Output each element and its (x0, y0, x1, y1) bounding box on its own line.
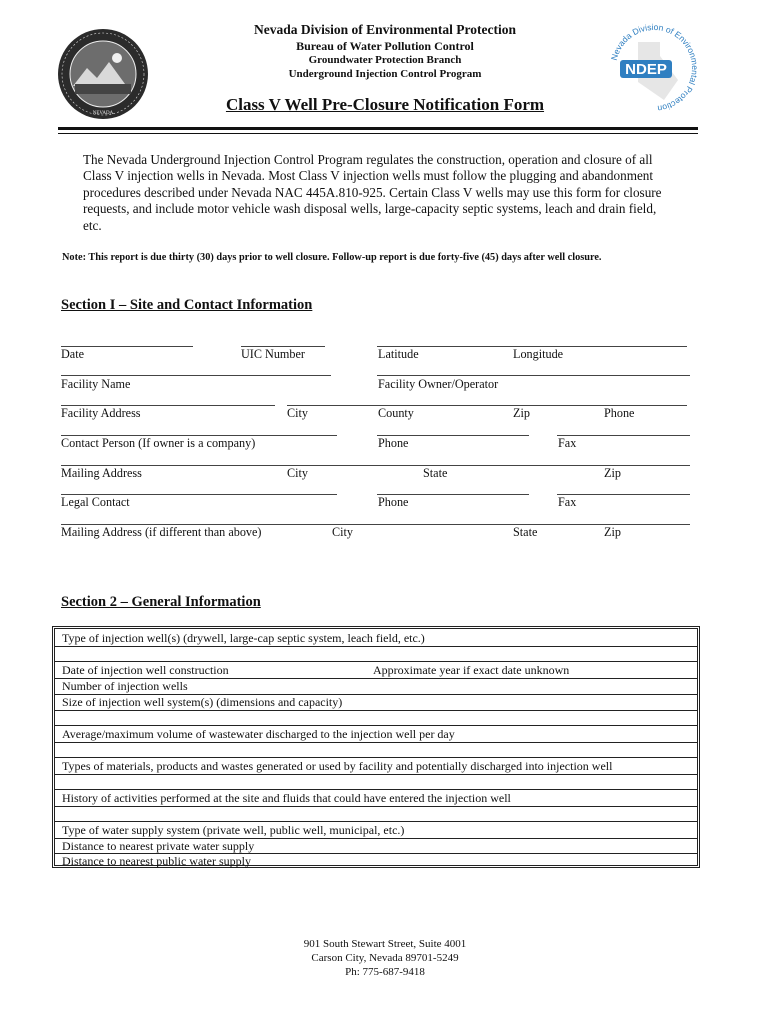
mailing-address-label: Mailing Address (61, 466, 142, 480)
footer-address: 901 South Stewart Street, Suite 4001 (303, 938, 467, 950)
facility-owner-input[interactable] (377, 375, 690, 376)
facility-name-label: Facility Name (61, 377, 131, 391)
county-label: County (378, 406, 414, 420)
table-row (55, 725, 697, 726)
latitude-label: Latitude (378, 347, 419, 361)
contact-phone-label: Phone (378, 436, 409, 450)
table-row (55, 789, 697, 790)
dist-private-label: Distance to nearest private water supply (62, 839, 255, 853)
legal-fax-input[interactable] (557, 494, 690, 495)
table-row[interactable] (55, 742, 697, 743)
city-label: City (287, 406, 308, 420)
mailing-address-input[interactable] (61, 465, 690, 466)
materials-label: Types of materials, products and wastes generated or used by facility and potentially discharged into injection well (62, 759, 613, 773)
branch-name: Groundwater Protection Branch (308, 54, 462, 66)
table-row[interactable] (55, 774, 697, 775)
uic-number-label: UIC Number (241, 347, 305, 361)
table-row (55, 757, 697, 758)
phone-label: Phone (604, 406, 635, 420)
seal-bottom-text: NEVADA (92, 111, 114, 116)
intro-paragraph: The Nevada Underground Injection Control Program regulates the construction, operation and closure of all Class V injection wells in Nevada. Most Class V injection wells must follow the plugging and abandonment procedures described under Nevada NAC 445A.810-925. Certain Class V wells may use this form for closure requests, and include motor vehicle wash disposal wells, large-capacity septic systems, leach and drain field, etc. (83, 152, 662, 233)
history-label: History of activities performed at the site and fluids that could have entered the injection well (62, 791, 511, 805)
alt-zip-label: Zip (604, 525, 621, 539)
table-row[interactable] (55, 646, 697, 647)
mailing-city-label: City (287, 466, 308, 480)
water-supply-label: Type of water supply system (private well, public well, municipal, etc.) (62, 823, 405, 837)
alt-city-label: City (332, 525, 353, 539)
contact-fax-label: Fax (558, 436, 577, 450)
contact-fax-input[interactable] (557, 435, 690, 436)
alt-mailing-address-label: Mailing Address (if different than above) (61, 525, 262, 539)
facility-address-label: Facility Address (61, 406, 141, 420)
bureau-name: Bureau of Water Pollution Control (296, 39, 474, 53)
general-info-table (52, 626, 700, 868)
approx-year-label: Approximate year if exact date unknown (373, 663, 570, 677)
section-2-heading: Section 2 – General Information (61, 594, 261, 610)
legal-fax-label: Fax (558, 495, 577, 509)
ndep-ring-text: Nevada Division of Environmental Protection (608, 22, 700, 114)
program-name: Underground Injection Control Program (288, 68, 482, 80)
num-wells-label: Number of injection wells (62, 679, 188, 693)
table-row[interactable] (55, 806, 697, 807)
facility-name-input[interactable] (61, 375, 331, 376)
well-type-label: Type of injection well(s) (drywell, large-cap septic system, leach field, etc.) (62, 631, 425, 645)
footer-phone: Ph: 775-687-9418 (345, 966, 425, 978)
mailing-zip-label: Zip (604, 466, 621, 480)
facility-owner-label: Facility Owner/Operator (378, 377, 499, 391)
agency-name: Nevada Division of Environmental Protection (254, 22, 516, 37)
dist-public-label: Distance to nearest public water supply (62, 854, 251, 868)
header-divider-thin (58, 133, 698, 134)
table-row (55, 821, 697, 822)
legal-contact-label: Legal Contact (61, 495, 130, 509)
table-row (55, 661, 697, 662)
zip-label: Zip (513, 406, 530, 420)
construction-date-label: Date of injection well construction (62, 663, 229, 677)
ndep-logo-text: NDEP (625, 61, 667, 78)
size-label: Size of injection well system(s) (dimensions and capacity) (62, 695, 343, 709)
table-row[interactable] (55, 710, 697, 711)
page-title: Class V Well Pre-Closure Notification Form (225, 95, 545, 114)
contact-person-label: Contact Person (If owner is a company) (61, 436, 256, 450)
section-1-heading: Section I – Site and Contact Information (61, 297, 313, 313)
alt-state-label: State (513, 525, 538, 539)
header-divider-thick (58, 127, 698, 130)
due-date-note: Note: This report is due thirty (30) days prior to well closure. Follow-up report is due forty-five (45) days after well closure. (62, 252, 602, 263)
longitude-label: Longitude (513, 347, 564, 361)
footer-city: Carson City, Nevada 89701-5249 (311, 952, 459, 964)
mailing-state-label: State (423, 466, 448, 480)
legal-phone-label: Phone (378, 495, 409, 509)
volume-label: Average/maximum volume of wastewater discharged to the injection well per day (62, 727, 455, 741)
date-label: Date (61, 347, 85, 361)
